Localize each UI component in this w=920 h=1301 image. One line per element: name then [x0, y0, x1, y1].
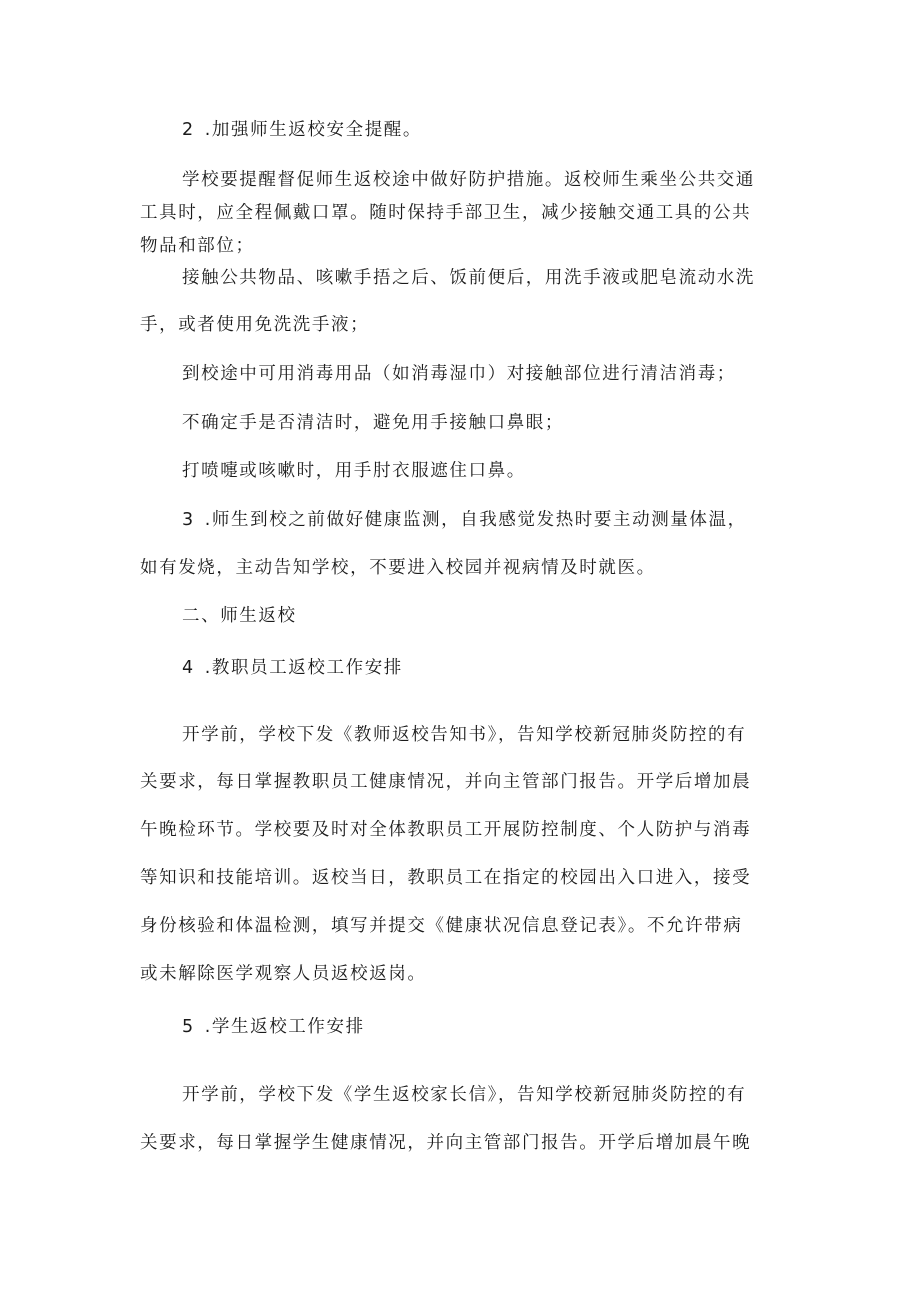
section-heading: 二、师生返校: [182, 606, 297, 626]
heading-item-3: [182, 508, 790, 532]
paragraph-line: 接触公共物品、咳嗽手捂之后、饭前便后，用洗手液或肥皂流动水洗: [182, 268, 755, 288]
paragraph-line: 关要求，每日掌握教职员工健康情况，并向主管部门报告。开学后增加晨: [140, 772, 752, 792]
paragraph-line: 工具时，应全程佩戴口罩。随时保持手部卫生，减少接触交通工具的公共: [140, 203, 752, 223]
paragraph-line: 打喷嚏或咳嗽时，用手肘衣服遮住口鼻。: [182, 461, 526, 481]
paragraph-line: 开学前，学校下发《教师返校告知书》，告知学校新冠肺炎防控的有: [182, 725, 747, 745]
paragraph-line: 午晚检环节。学校要及时对全体教职员工开展防控制度、个人防护与消毒: [140, 820, 752, 840]
paragraph-line: 如有发烧，主动告知学校，不要进入校园并视病情及时就医。: [140, 558, 656, 578]
paragraph-line: 不确定手是否清洁时，避免用手接触口鼻眼；: [182, 413, 564, 433]
heading-item-2: [182, 118, 790, 142]
heading-item-5: [182, 1015, 790, 1039]
paragraph-line: 到校途中可用消毒用品（如消毒湿巾）对接触部位进行清洁消毒；: [182, 364, 736, 384]
item-number: 2: [182, 120, 195, 140]
paragraph-line: 等知识和技能培训。返校当日，教职员工在指定的校园出入口进入，接受: [140, 868, 752, 888]
item-text: .师生到校之前做好健康监测，自我感觉发热时要主动测量体温，: [204, 510, 747, 530]
item-text: .加强师生返校安全提醒。: [204, 120, 422, 140]
paragraph-line: 关要求，每日掌握学生健康情况，并向主管部门报告。开学后增加晨午晚: [140, 1133, 752, 1153]
paragraph-line: 学校要提醒督促师生返校途中做好防护措施。返校师生乘坐公共交通: [182, 170, 755, 190]
heading-item-4: [182, 656, 790, 680]
paragraph-line: 身份核验和体温检测，填写并提交《健康状况信息登记表》。不允许带病: [140, 916, 743, 936]
item-number: 3: [182, 510, 195, 530]
item-text: .学生返校工作安排: [204, 1017, 365, 1037]
item-number: 5: [182, 1017, 195, 1037]
paragraph-line: 手，或者使用免洗洗手液；: [140, 315, 370, 335]
item-text: .教职员工返校工作安排: [204, 658, 403, 678]
paragraph-line: 开学前，学校下发《学生返校家长信》，告知学校新冠肺炎防控的有: [182, 1085, 747, 1105]
paragraph-line: 物品和部位；: [140, 236, 255, 256]
item-number: 4: [182, 658, 195, 678]
paragraph-line: 或未解除医学观察人员返校返岗。: [140, 964, 427, 984]
